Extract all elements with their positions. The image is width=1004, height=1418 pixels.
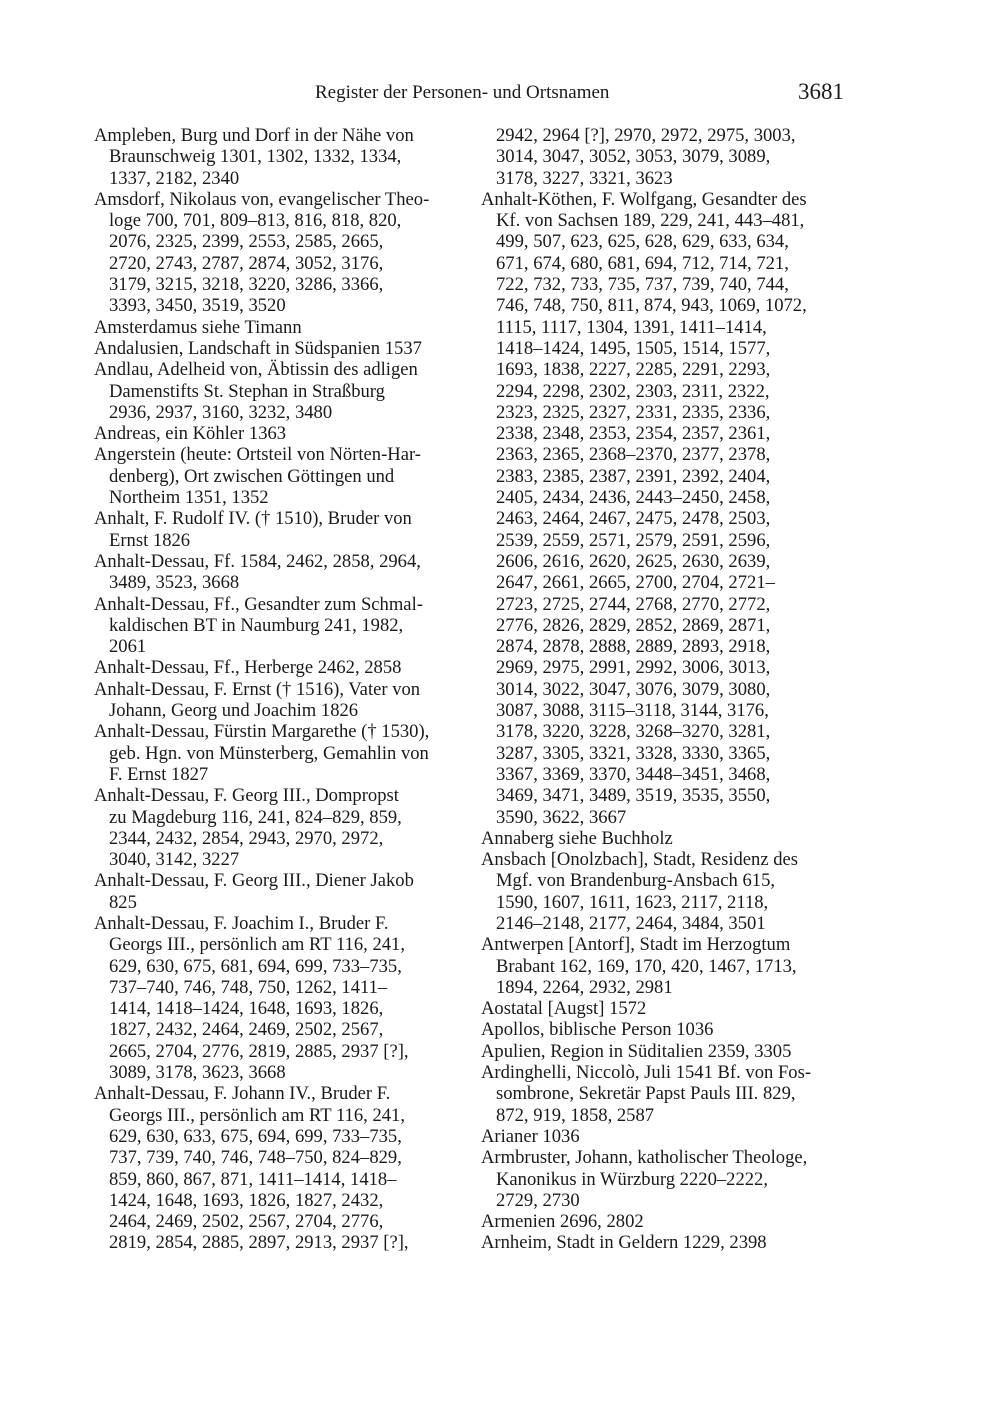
- index-line: 2323, 2325, 2327, 2331, 2335, 2336,: [496, 401, 771, 423]
- index-line: 1693, 1838, 2227, 2285, 2291, 2293,: [496, 359, 771, 381]
- index-line: 2338, 2348, 2353, 2354, 2357, 2361,: [496, 423, 771, 445]
- index-line: 2665, 2704, 2776, 2819, 2885, 2937 [?],: [109, 1040, 409, 1062]
- index-line: 3178, 3227, 3321, 3623: [496, 167, 673, 189]
- index-line: Andalusien, Landschaft in Südspanien 1537: [94, 337, 422, 359]
- index-line: 2383, 2385, 2387, 2391, 2392, 2404,: [496, 465, 771, 487]
- index-line: 2464, 2469, 2502, 2567, 2704, 2776,: [109, 1211, 384, 1233]
- index-line: Anhalt-Dessau, Ff., Gesandter zum Schmal-: [94, 593, 423, 615]
- index-line: 1418–1424, 1495, 1505, 1514, 1577,: [496, 337, 771, 359]
- index-line: Ardinghelli, Niccolò, Juli 1541 Bf. von Fos-: [481, 1062, 812, 1084]
- index-column-left: [94, 125, 456, 1254]
- index-line: 2723, 2725, 2744, 2768, 2770, 2772,: [496, 593, 771, 615]
- index-line: sombrone, Sekretär Papst Pauls III. 829,: [496, 1083, 796, 1105]
- index-line: Aostatal [Augst] 1572: [481, 998, 647, 1020]
- index-line: Angerstein (heute: Ortsteil von Nörten-Har-: [94, 444, 421, 466]
- index-line: Antwerpen [Antorf], Stadt im Herzogtum: [481, 934, 791, 956]
- index-line: 3178, 3220, 3228, 3268–3270, 3281,: [496, 721, 771, 743]
- index-line: Apollos, biblische Person 1036: [481, 1019, 714, 1041]
- index-line: 2294, 2298, 2302, 2303, 2311, 2322,: [496, 380, 770, 402]
- index-line: 722, 732, 733, 735, 737, 739, 740, 744,: [496, 274, 789, 296]
- index-line: 737–740, 746, 748, 750, 1262, 1411–: [109, 976, 388, 998]
- index-line: Anhalt-Dessau, Ff. 1584, 2462, 2858, 2964,: [94, 550, 421, 572]
- index-line: 1337, 2182, 2340: [109, 167, 240, 189]
- index-line: 1424, 1648, 1693, 1826, 1827, 2432,: [109, 1189, 384, 1211]
- index-line: Armenien 2696, 2802: [481, 1211, 644, 1233]
- index-line: 2729, 2730: [496, 1189, 580, 1211]
- index-line: Anhalt-Dessau, Fürstin Margarethe († 1530),: [94, 721, 430, 743]
- index-line: 2969, 2975, 2991, 2992, 3006, 3013,: [496, 657, 771, 679]
- index-line: Ernst 1826: [109, 529, 191, 551]
- index-line: Amsdorf, Nikolaus von, evangelischer Theo-: [94, 188, 430, 210]
- index-line: 2819, 2854, 2885, 2897, 2913, 2937 [?],: [109, 1232, 409, 1254]
- index-line: Damenstifts St. Stephan in Straßburg: [109, 380, 385, 402]
- index-line: 3014, 3022, 3047, 3076, 3079, 3080,: [496, 678, 771, 700]
- index-line: Northeim 1351, 1352: [109, 487, 269, 509]
- index-line: 629, 630, 633, 675, 694, 699, 733–735,: [109, 1125, 402, 1147]
- index-line: Armbruster, Johann, katholischer Theologe,: [481, 1147, 808, 1169]
- index-line: F. Ernst 1827: [109, 763, 209, 785]
- index-line: 2076, 2325, 2399, 2553, 2585, 2665,: [109, 231, 384, 253]
- index-line: Arnheim, Stadt in Geldern 1229, 2398: [481, 1232, 767, 1254]
- index-line: Anhalt-Dessau, Ff., Herberge 2462, 2858: [94, 657, 402, 679]
- index-line: Johann, Georg und Joachim 1826: [109, 700, 359, 722]
- index-line: Anhalt-Dessau, F. Ernst († 1516), Vater von: [94, 678, 421, 700]
- index-line: loge 700, 701, 809–813, 816, 818, 820,: [109, 210, 402, 232]
- index-line: Amsterdamus siehe Timann: [94, 316, 302, 338]
- index-line: 2061: [109, 636, 147, 658]
- index-line: Brabant 162, 169, 170, 420, 1467, 1713,: [496, 955, 797, 977]
- index-line: 1827, 2432, 2464, 2469, 2502, 2567,: [109, 1019, 384, 1041]
- index-line: Kanonikus in Würzburg 2220–2222,: [496, 1168, 768, 1190]
- index-line: zu Magdeburg 116, 241, 824–829, 859,: [109, 806, 402, 828]
- index-line: Anhalt-Dessau, F. Georg III., Dompropst: [94, 785, 399, 807]
- index-line: 737, 739, 740, 746, 748–750, 824–829,: [109, 1147, 402, 1169]
- index-line: 2344, 2432, 2854, 2943, 2970, 2972,: [109, 827, 384, 849]
- index-line: 2463, 2464, 2467, 2475, 2478, 2503,: [496, 508, 771, 530]
- index-line: 3040, 3142, 3227: [109, 849, 240, 871]
- index-line: 2539, 2559, 2571, 2579, 2591, 2596,: [496, 529, 771, 551]
- index-line: 2874, 2878, 2888, 2889, 2893, 2918,: [496, 636, 771, 658]
- index-line: 1590, 1607, 1611, 1623, 2117, 2118,: [496, 891, 769, 913]
- index-line: 2405, 2434, 2436, 2443–2450, 2458,: [496, 487, 771, 509]
- index-line: 2936, 2937, 3160, 3232, 3480: [109, 401, 333, 423]
- index-line: 2146–2148, 2177, 2464, 3484, 3501: [496, 912, 766, 934]
- index-line: 3367, 3369, 3370, 3448–3451, 3468,: [496, 763, 771, 785]
- index-line: 2776, 2826, 2829, 2852, 2869, 2871,: [496, 614, 771, 636]
- index-line: 3287, 3305, 3321, 3328, 3330, 3365,: [496, 742, 771, 764]
- index-line: 3089, 3178, 3623, 3668: [109, 1062, 286, 1084]
- index-line: Braunschweig 1301, 1302, 1332, 1334,: [109, 146, 402, 168]
- index-line: Anhalt, F. Rudolf IV. († 1510), Bruder von: [94, 508, 412, 530]
- index-line: Kf. von Sachsen 189, 229, 241, 443–481,: [496, 210, 805, 232]
- page-number: 3681: [798, 79, 844, 104]
- index-line: 2606, 2616, 2620, 2625, 2630, 2639,: [496, 550, 771, 572]
- index-line: 1414, 1418–1424, 1648, 1693, 1826,: [109, 998, 384, 1020]
- index-line: Ansbach [Onolzbach], Stadt, Residenz des: [481, 849, 799, 871]
- index-line: 499, 507, 623, 625, 628, 629, 633, 634,: [496, 231, 789, 253]
- index-line: Ampleben, Burg und Dorf in der Nähe von: [94, 125, 414, 146]
- index-line: Anhalt-Dessau, F. Johann IV., Bruder F.: [94, 1083, 391, 1105]
- index-line: 3469, 3471, 3489, 3519, 3535, 3550,: [496, 785, 771, 807]
- index-line: 3087, 3088, 3115–3118, 3144, 3176,: [496, 700, 769, 722]
- index-line: Apulien, Region in Süditalien 2359, 3305: [481, 1040, 792, 1062]
- index-line: 2720, 2743, 2787, 2874, 3052, 3176,: [109, 252, 384, 274]
- index-line: Georgs III., persönlich am RT 116, 241,: [109, 934, 405, 956]
- index-line: 3014, 3047, 3052, 3053, 3079, 3089,: [496, 146, 771, 168]
- index-line: Anhalt-Dessau, F. Georg III., Diener Jakob: [94, 870, 414, 892]
- index-line: 3393, 3450, 3519, 3520: [109, 295, 286, 317]
- index-line: Anhalt-Dessau, F. Joachim I., Bruder F.: [94, 912, 389, 934]
- index-line: 1894, 2264, 2932, 2981: [496, 976, 673, 998]
- index-line: 1115, 1117, 1304, 1391, 1411–1414,: [496, 316, 767, 338]
- index-column-right: [481, 125, 843, 1254]
- index-line: Mgf. von Brandenburg-Ansbach 615,: [496, 870, 776, 892]
- index-line: 872, 919, 1858, 2587: [496, 1104, 655, 1126]
- index-line: 3590, 3622, 3667: [496, 806, 627, 828]
- index-line: 3179, 3215, 3218, 3220, 3286, 3366,: [109, 274, 384, 296]
- index-line: kaldischen BT in Naumburg 241, 1982,: [109, 614, 404, 636]
- index-line: Arianer 1036: [481, 1125, 580, 1147]
- index-line: Andlau, Adelheid von, Äbtissin des adligen: [94, 359, 418, 381]
- index-line: 746, 748, 750, 811, 874, 943, 1069, 1072,: [496, 295, 807, 317]
- index-line: Georgs III., persönlich am RT 116, 241,: [109, 1104, 405, 1126]
- index-line: geb. Hgn. von Münsterberg, Gemahlin von: [109, 742, 429, 764]
- header-title: Register der Personen- und Ortsnamen: [315, 82, 610, 103]
- index-line: 2647, 2661, 2665, 2700, 2704, 2721–: [496, 572, 775, 594]
- index-line: 671, 674, 680, 681, 694, 712, 714, 721,: [496, 252, 789, 274]
- index-line: Annaberg siehe Buchholz: [481, 827, 673, 849]
- index-line: 2942, 2964 [?], 2970, 2972, 2975, 3003,: [496, 125, 796, 146]
- index-line: Andreas, ein Köhler 1363: [94, 423, 287, 445]
- index-line: 859, 860, 867, 871, 1411–1414, 1418–: [109, 1168, 397, 1190]
- index-line: 629, 630, 675, 681, 694, 699, 733–735,: [109, 955, 402, 977]
- index-line: Anhalt-Köthen, F. Wolfgang, Gesandter des: [481, 188, 807, 210]
- index-line: denberg), Ort zwischen Göttingen und: [109, 465, 395, 487]
- index-line: 825: [109, 891, 137, 913]
- index-line: 3489, 3523, 3668: [109, 572, 240, 594]
- index-line: 2363, 2365, 2368–2370, 2377, 2378,: [496, 444, 771, 466]
